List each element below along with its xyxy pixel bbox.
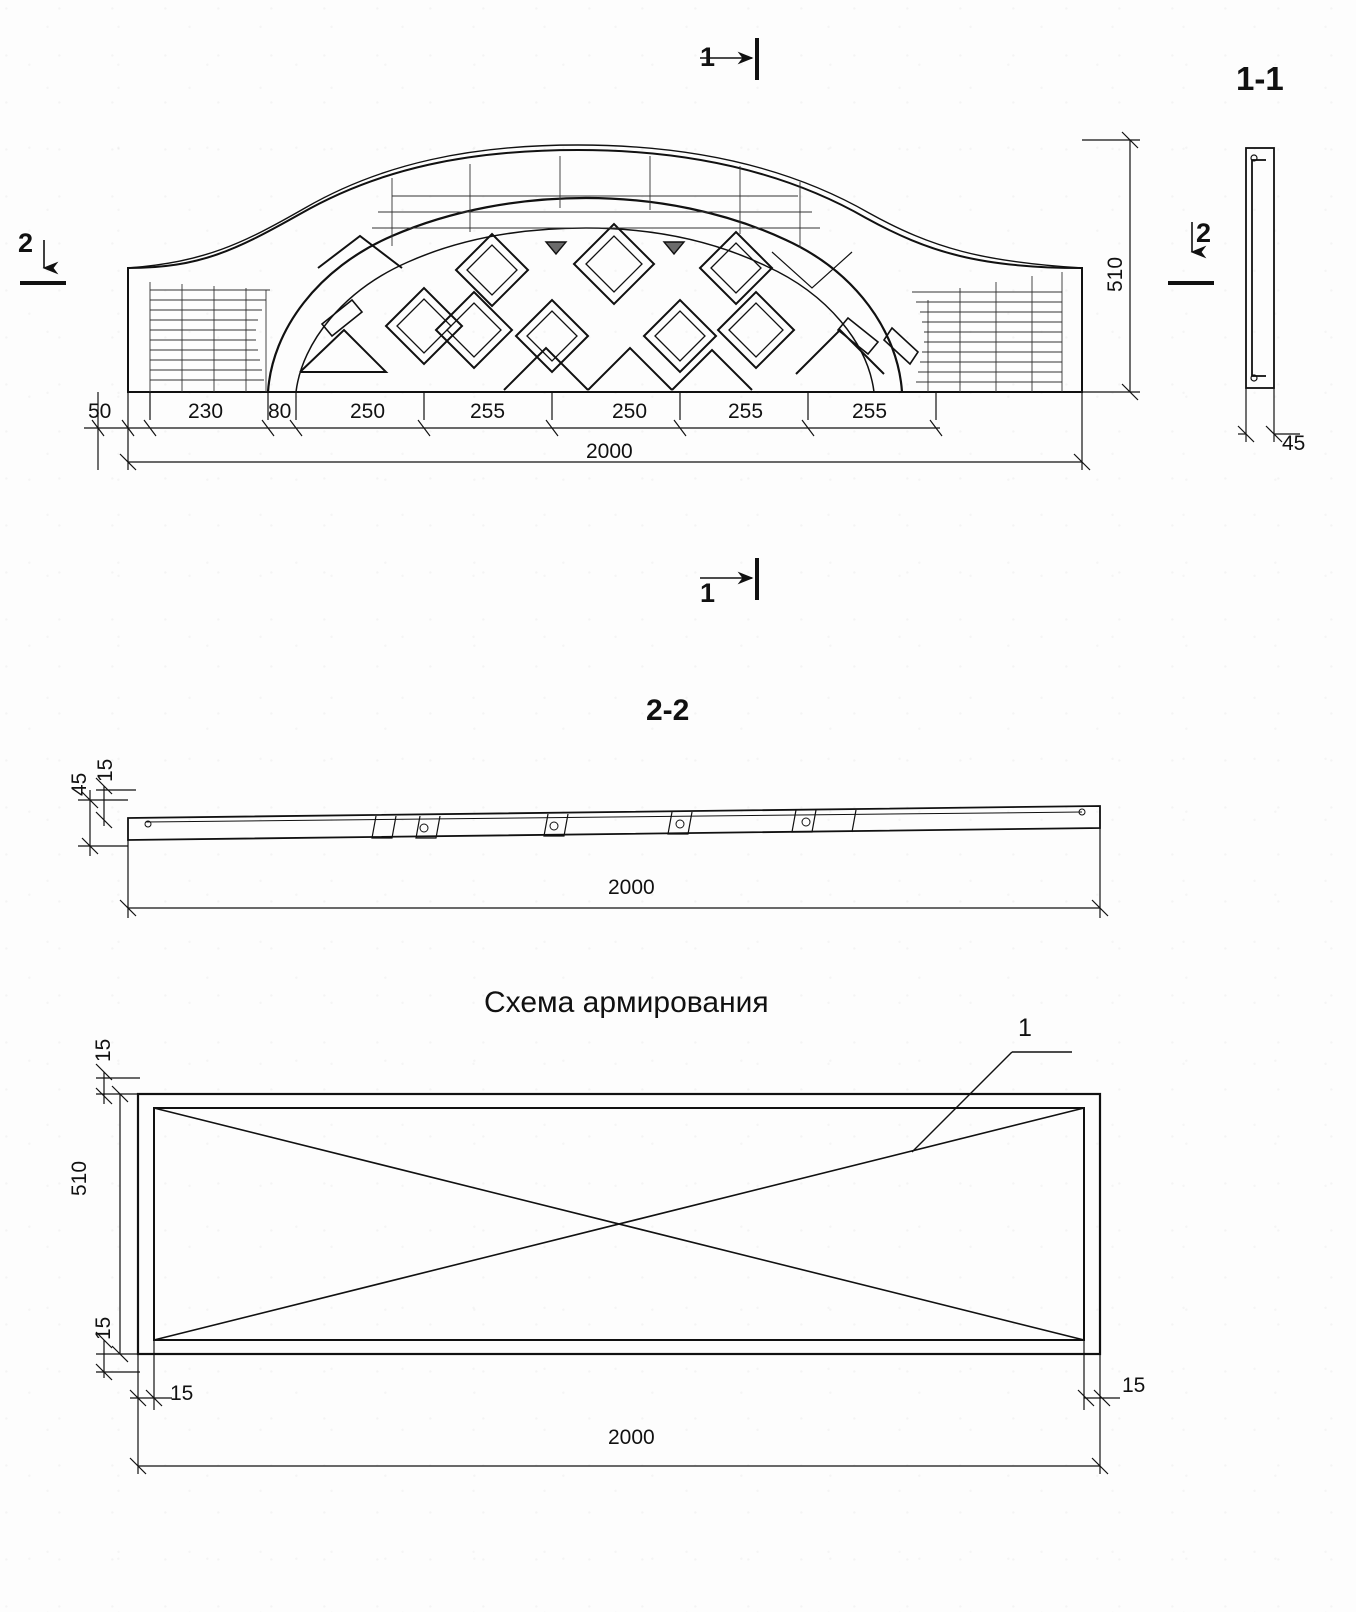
front-chain-dim-80: 80 bbox=[268, 400, 292, 423]
panel-top-hatching bbox=[372, 156, 820, 248]
reinforcement-height-dimension: 510 bbox=[68, 1160, 91, 1196]
front-chain-dim-250a: 250 bbox=[350, 400, 386, 423]
panel-left-hatching bbox=[150, 282, 270, 392]
section-2-2-dimensions bbox=[78, 778, 1108, 918]
reinforcement-top-cover-dimension: 15 bbox=[92, 1038, 115, 1062]
section-mark-1-top-label: 1 bbox=[700, 42, 716, 72]
front-total-length-dimension: 2000 bbox=[586, 440, 633, 463]
front-chain-dim-250b: 250 bbox=[612, 400, 648, 423]
reinforcement-geometry bbox=[138, 1094, 1100, 1354]
section-1-1-title: 1-1 bbox=[1236, 60, 1284, 97]
section-1-1-thickness-dimension: 45 bbox=[1282, 432, 1306, 455]
front-chain-dim-255c: 255 bbox=[852, 400, 888, 423]
reinforcement-dimensions bbox=[96, 1064, 1120, 1474]
section-2-2-title: 2-2 bbox=[646, 694, 690, 727]
reinforcement-leader bbox=[912, 1052, 1072, 1152]
front-chain-dim-230: 230 bbox=[188, 400, 224, 423]
reinforcement-length-dimension: 2000 bbox=[608, 1426, 655, 1449]
front-chain-dim-50: 50 bbox=[88, 400, 112, 423]
section-mark-1-bottom-label: 1 bbox=[700, 578, 716, 608]
section-1-1-geometry bbox=[1246, 148, 1274, 388]
panel-side-slots bbox=[322, 300, 918, 364]
panel-front-outline bbox=[128, 145, 1082, 392]
reinforcement-title: Схема армирования bbox=[484, 986, 769, 1019]
panel-right-hatching bbox=[912, 272, 1062, 392]
reinforcement-bottom-cover-dimension: 15 bbox=[92, 1316, 115, 1340]
reinforcement-right-cover-dimension: 15 bbox=[1122, 1374, 1146, 1397]
reinforcement-leader-label: 1 bbox=[1018, 1014, 1032, 1042]
section-2-2-thickness-dimension: 45 bbox=[68, 772, 91, 796]
section-mark-2-left-label: 2 bbox=[18, 228, 34, 258]
front-chain-dim-255a: 255 bbox=[470, 400, 506, 423]
section-mark-2-right-label: 2 bbox=[1196, 218, 1212, 248]
section-2-2-geometry bbox=[128, 806, 1100, 840]
panel-ornament-diamonds bbox=[300, 224, 884, 390]
front-chain-dim-255b: 255 bbox=[728, 400, 764, 423]
section-2-2-length-dimension: 2000 bbox=[608, 876, 655, 899]
reinforcement-left-cover-dimension: 15 bbox=[170, 1382, 194, 1405]
panel-crown-details bbox=[546, 242, 684, 254]
section-2-2-cover-dimension: 15 bbox=[94, 758, 117, 782]
front-height-dimension: 510 bbox=[1104, 256, 1127, 292]
